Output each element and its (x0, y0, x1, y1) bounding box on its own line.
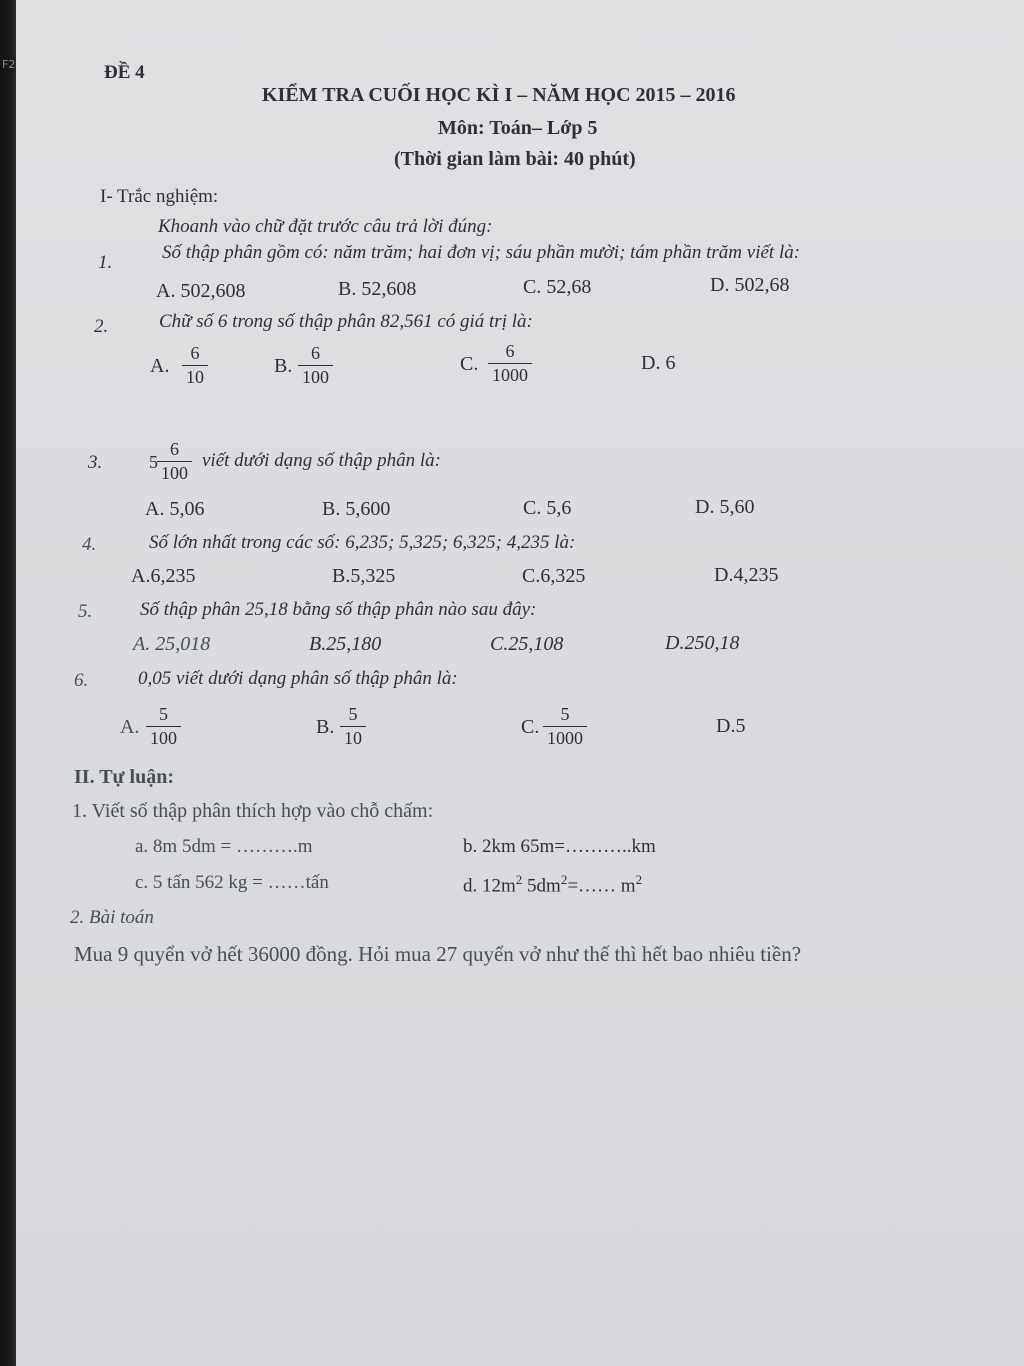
q1-text: Số thập phân gồm có: năm trăm; hai đơn vị; sáu phần mười; tám phần trăm viết là: (162, 242, 801, 263)
q5-option-b: B.25,180 (309, 633, 382, 655)
exam-subject: Môn: Toán– Lớp 5 (438, 117, 598, 139)
edge-mark: F2 (2, 58, 16, 71)
q6-option-a-fraction (146, 705, 181, 748)
q5-option-d: D.250,18 (665, 632, 740, 654)
exam-time: (Thời gian làm bài: 40 phút) (394, 148, 636, 170)
q6-option-b-label: B. (316, 716, 335, 738)
q5-number: 5. (78, 601, 93, 622)
part1-instruction: Khoanh vào chữ đặt trước câu trả lời đúng: (158, 216, 493, 237)
q3-whole-number: 5 (149, 452, 158, 472)
q2-option-c-label: C. (460, 353, 479, 375)
ex1-title: 1. Viết số thập phân thích hợp vào chỗ chấm: (72, 800, 434, 822)
q6-option-a-label: A. (120, 716, 140, 738)
fraction-numerator: 6 (170, 439, 179, 459)
exam-number: ĐỀ 4 (104, 62, 145, 83)
ex1-item-c: c. 5 tấn 562 kg = ……tấn (135, 872, 329, 893)
q1-option-c: C. 52,68 (523, 276, 592, 298)
fraction-denominator: 1000 (488, 363, 532, 385)
exam-paper (16, 0, 1024, 1366)
q2-text: Chữ số 6 trong số thập phân 82,561 có giá trị là: (159, 311, 533, 332)
q6-number: 6. (74, 670, 89, 691)
fraction-numerator: 5 (159, 704, 168, 724)
fraction-denominator: 100 (146, 726, 181, 748)
ex2-problem-text: Mua 9 quyển vở hết 36000 đồng. Hỏi mua 27 quyển vở như thế thì hết bao nhiêu tiền? (74, 942, 802, 966)
q5-text: Số thập phân 25,18 bằng số thập phân nào sau đây: (140, 599, 537, 620)
fraction-numerator: 6 (190, 343, 200, 363)
q5-option-c: C.25,108 (490, 633, 564, 655)
fraction-numerator: 6 (505, 341, 515, 361)
q2-option-d: D. 6 (641, 352, 676, 374)
q3-text: viết dưới dạng số thập phân là: (202, 450, 441, 471)
exam-title: KIỂM TRA CUỐI HỌC KÌ I – NĂM HỌC 2015 – 2016 (262, 84, 736, 106)
q2-number: 2. (94, 316, 109, 337)
ex1-item-d (463, 872, 642, 897)
q4-option-a: A.6,235 (131, 565, 196, 587)
fraction-denominator: 10 (182, 365, 208, 387)
q1-option-b: B. 52,608 (338, 278, 417, 300)
q4-option-d: D.4,235 (714, 564, 779, 586)
q1-number: 1. (98, 252, 113, 273)
q5-option-a: A. 25,018 (133, 633, 211, 655)
fraction-denominator: 1000 (543, 726, 587, 748)
fraction-numerator: 5 (348, 704, 358, 724)
q4-text: Số lớn nhất trong các số: 6,235; 5,325; 6,325; 4,235 là: (149, 532, 576, 553)
left-dark-edge (0, 0, 16, 1366)
part1-heading: I- Trắc nghiệm: (100, 186, 219, 207)
fraction-numerator: 6 (311, 343, 320, 363)
q3-number: 3. (88, 452, 103, 473)
ex1-item-d-middle: 5dm (522, 875, 561, 897)
q4-number: 4. (82, 534, 97, 555)
fraction-numerator: 5 (560, 704, 570, 724)
fraction-denominator: 100 (157, 461, 192, 483)
part2-heading: II. Tự luận: (74, 766, 175, 788)
ex1-item-a: a. 8m 5dm = ……….m (135, 836, 313, 857)
q3-option-d: D. 5,60 (695, 496, 755, 518)
q3-mixed-fraction (157, 440, 192, 483)
q2-option-b-fraction (298, 344, 333, 387)
q3-option-a: A. 5,06 (145, 498, 205, 520)
ex1-item-d-exponent-1: 2 (515, 872, 523, 887)
q3-option-b: B. 5,600 (322, 498, 391, 520)
q2-option-b-label: B. (274, 355, 293, 377)
q2-option-a-fraction (182, 344, 208, 387)
ex1-item-d-suffix: =…… m (567, 875, 636, 897)
q3-option-c: C. 5,6 (523, 497, 572, 519)
q6-option-d: D.5 (716, 715, 746, 737)
ex1-item-d-prefix: d. 12m (463, 875, 516, 897)
q6-option-c-fraction (543, 705, 587, 748)
q2-option-c-fraction (488, 342, 532, 385)
ex1-item-b: b. 2km 65m=………..km (463, 836, 656, 857)
q4-option-c: C.6,325 (522, 565, 586, 587)
ex1-item-d-exponent-3: 2 (635, 872, 643, 887)
q2-option-a-label: A. (150, 355, 170, 377)
q6-text: 0,05 viết dưới dạng phân số thập phân là: (138, 668, 458, 689)
q6-option-c-label: C. (521, 716, 540, 738)
ex1-item-d-exponent-2: 2 (560, 872, 568, 887)
q1-option-a: A. 502,608 (156, 280, 246, 302)
fraction-denominator: 10 (340, 726, 366, 748)
ex2-title: 2. Bài toán (70, 907, 154, 928)
q1-option-d: D. 502,68 (710, 274, 790, 296)
q4-option-b: B.5,325 (332, 565, 396, 587)
fraction-denominator: 100 (298, 365, 333, 387)
q6-option-b-fraction (340, 705, 366, 748)
